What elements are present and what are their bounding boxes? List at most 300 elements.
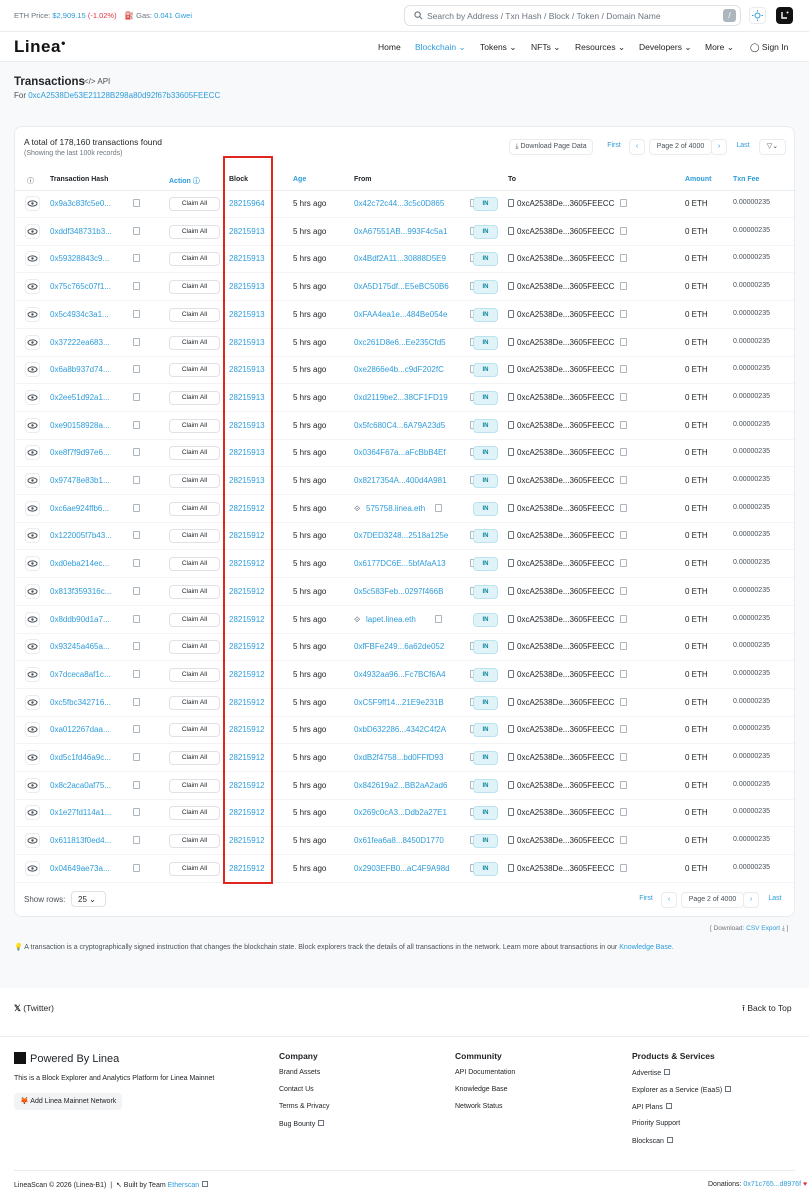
age-text: 5 hrs ago: [293, 448, 327, 458]
direction-badge: IN: [473, 862, 498, 876]
download-page-data-button[interactable]: [509, 139, 593, 155]
eaas-label: Explorer as a Service (EaaS): [632, 1087, 723, 1094]
tx-hash-link[interactable]: 0x122005f7b43...: [50, 531, 112, 541]
copy-icon[interactable]: [133, 476, 140, 484]
col-action[interactable]: [169, 176, 200, 186]
claim-all-button[interactable]: Claim All: [169, 308, 220, 322]
contract-icon: [508, 448, 514, 456]
copy-icon[interactable]: [620, 781, 627, 789]
tx-hash-link[interactable]: 0x97478e83b1...: [50, 476, 110, 485]
footer-advertise[interactable]: [632, 1069, 670, 1077]
copy-icon[interactable]: [620, 836, 627, 844]
claim-all-button[interactable]: Claim All: [169, 834, 220, 848]
copy-icon[interactable]: [620, 587, 627, 595]
block-link[interactable]: 28215913: [229, 365, 265, 375]
claim-all-button[interactable]: Claim All: [169, 723, 220, 737]
preview-button[interactable]: [25, 584, 40, 599]
amount-text: 0 ETH: [685, 697, 708, 707]
preview-button[interactable]: [25, 307, 40, 322]
tx-hash-link[interactable]: 0x9a3c83fc5e0...: [50, 199, 111, 208]
amount-text: 0 ETH: [685, 531, 708, 541]
copy-icon[interactable]: [133, 864, 140, 872]
donation-address-link[interactable]: 0x71c765...d8976f: [743, 1181, 802, 1188]
tx-hash-link[interactable]: 0x813f359316c...: [50, 586, 112, 596]
preview-button[interactable]: [25, 612, 40, 627]
logo-text: Linea: [14, 37, 61, 56]
claim-all-button[interactable]: Claim All: [169, 280, 220, 294]
block-link[interactable]: 28215912: [229, 780, 265, 790]
api-label: API: [97, 77, 111, 86]
prev-page-button[interactable]: [629, 139, 645, 155]
external-link-icon: [202, 1181, 208, 1187]
block-link[interactable]: 28215964: [229, 199, 265, 208]
preview-button[interactable]: [25, 362, 40, 377]
preview-button[interactable]: [25, 833, 40, 848]
from-address-link[interactable]: lapet.linea.eth: [366, 614, 416, 624]
copy-icon[interactable]: [620, 698, 627, 706]
for-label: For: [14, 91, 26, 100]
nav-home[interactable]: Home: [378, 42, 401, 52]
copy-icon[interactable]: [620, 393, 627, 401]
eye-icon: [26, 751, 39, 764]
page-title: Transactions: [14, 76, 85, 88]
sign-in-link[interactable]: [750, 42, 788, 53]
footer-contact-us[interactable]: Contact Us: [279, 1086, 314, 1093]
footer-terms[interactable]: Terms & Privacy: [279, 1103, 330, 1110]
table-row: [15, 689, 796, 717]
direction-badge: IN: [473, 613, 498, 627]
theme-toggle-button[interactable]: [749, 7, 766, 24]
preview-button[interactable]: [25, 335, 40, 350]
copy-icon[interactable]: [620, 282, 627, 290]
preview-button[interactable]: [25, 528, 40, 543]
eye-icon: [26, 585, 39, 598]
from-address-link[interactable]: 0x7DED3248...2518a125e: [354, 531, 449, 541]
add-network-button[interactable]: [14, 1093, 122, 1110]
copy-icon[interactable]: [620, 670, 627, 678]
contract-icon: [508, 365, 514, 373]
block-column-highlight: [223, 156, 273, 884]
fee-text: 0.00000235: [733, 309, 770, 317]
col-fee[interactable]: Txn Fee: [733, 176, 760, 183]
claim-all-button[interactable]: Claim All: [169, 751, 220, 765]
tx-hash-link[interactable]: 0x8c2aca0af75...: [50, 780, 111, 790]
from-address-link[interactable]: 0xA67551AB...993F4c5a1: [354, 226, 448, 236]
block-link[interactable]: 28215913: [229, 337, 265, 347]
copy-icon[interactable]: [133, 670, 140, 678]
preview-button[interactable]: [25, 695, 40, 710]
bug-bounty-label: Bug Bounty: [279, 1121, 316, 1128]
age-text: 5 hrs ago: [293, 669, 327, 679]
copy-icon[interactable]: [133, 725, 140, 733]
from-address-link[interactable]: 0x269c0cA3...Ddb2a27E1: [354, 808, 447, 818]
claim-all-button[interactable]: Claim All: [169, 225, 220, 239]
tx-hash-link[interactable]: 0x37222ea683...: [50, 337, 110, 347]
copy-icon[interactable]: [133, 698, 140, 706]
footer-divider: [0, 1036, 809, 1037]
copy-icon[interactable]: [133, 559, 140, 567]
csv-export-link[interactable]: CSV Export: [746, 925, 781, 932]
claim-all-button[interactable]: Claim All: [169, 474, 220, 488]
eth-price[interactable]: $2,909.15: [52, 11, 86, 20]
tx-hash-link[interactable]: 0xc5fbc342716...: [50, 697, 111, 707]
claim-all-button[interactable]: Claim All: [169, 446, 220, 460]
preview-button[interactable]: [25, 473, 40, 488]
preview-button[interactable]: [25, 667, 40, 682]
eye-icon: [26, 419, 39, 432]
bottom-prev-page-button[interactable]: [661, 892, 677, 908]
age-text: 5 hrs ago: [293, 392, 327, 402]
contract-icon: [508, 504, 514, 512]
claim-all-button[interactable]: Claim All: [169, 363, 220, 377]
to-address: 0xcA2538De...3605FEECC: [517, 586, 615, 596]
copy-icon[interactable]: [620, 448, 627, 456]
amount-text: 0 ETH: [685, 448, 708, 458]
bottom-first-page-button[interactable]: First: [633, 892, 659, 908]
copy-icon[interactable]: [620, 642, 627, 650]
to-address: 0xcA2538De...3605FEECC: [517, 614, 615, 624]
age-text: 5 hrs ago: [293, 725, 327, 735]
eye-icon: [26, 363, 39, 376]
age-text: 5 hrs ago: [293, 614, 327, 624]
direction-badge: IN: [473, 308, 498, 322]
tx-hash-link[interactable]: 0xe8f7f9d97e6...: [50, 448, 110, 458]
copy-icon[interactable]: [133, 310, 140, 318]
from-address-link[interactable]: 0xfFBFe249...6a62de052: [354, 642, 445, 652]
tx-hash-link[interactable]: 0x5c4934c3a1...: [50, 309, 109, 319]
preview-button[interactable]: [25, 861, 40, 876]
copy-icon[interactable]: [133, 254, 140, 262]
copy-icon[interactable]: [133, 282, 140, 290]
tx-hash-link[interactable]: 0xa012267daa...: [50, 725, 110, 735]
chevron-down-icon: ⌄: [618, 42, 626, 52]
fee-text: 0.00000235: [733, 420, 770, 428]
copy-icon[interactable]: [133, 587, 140, 595]
block-link[interactable]: 28215912: [229, 753, 265, 762]
nav-resources[interactable]: [575, 42, 625, 53]
twitter-link[interactable]: [14, 1003, 54, 1014]
preview-button[interactable]: [25, 251, 40, 266]
age-text: 5 hrs ago: [293, 309, 327, 319]
fee-text: 0.00000235: [733, 199, 770, 206]
claim-all-button[interactable]: Claim All: [169, 391, 220, 405]
help-icon[interactable]: ⓘ: [27, 178, 34, 185]
tx-hash-link[interactable]: 0x7dceca8af1c...: [50, 669, 111, 679]
tx-hash-link[interactable]: 0xe90158928a...: [50, 420, 110, 430]
direction-badge: IN: [473, 834, 498, 848]
block-link[interactable]: 28215913: [229, 448, 265, 458]
fee-text: 0.00000235: [733, 448, 770, 456]
from-address-link[interactable]: 0x2903EFB0...aC4F9A98d: [354, 863, 450, 873]
network-logo-button[interactable]: [776, 7, 793, 24]
copy-icon[interactable]: [133, 448, 140, 456]
copy-icon[interactable]: [133, 615, 140, 623]
copy-icon[interactable]: [435, 504, 442, 512]
from-address-link[interactable]: 0xFAA4ea1e...484Be054e: [354, 309, 448, 319]
claim-all-button[interactable]: Claim All: [169, 502, 220, 516]
back-to-top-link[interactable]: [742, 1003, 792, 1017]
amount-text: 0 ETH: [685, 586, 708, 596]
block-link[interactable]: 28215913: [229, 420, 265, 430]
copy-icon[interactable]: [133, 504, 140, 512]
amount-text: 0 ETH: [685, 503, 708, 513]
nav-more[interactable]: [705, 42, 734, 53]
address-link[interactable]: 0xcA2538De53E21128B298a80d92f67b33605FEECC: [28, 91, 221, 100]
copy-icon[interactable]: [133, 642, 140, 650]
claim-all-button[interactable]: Claim All: [169, 529, 220, 543]
first-page-button[interactable]: First: [601, 139, 627, 155]
copy-icon[interactable]: [620, 338, 627, 346]
block-link[interactable]: 28215912: [229, 836, 265, 846]
table-row: [15, 412, 796, 440]
preview-button[interactable]: [25, 224, 40, 239]
preview-button[interactable]: [25, 418, 40, 433]
tx-hash-link[interactable]: 0x611813f0ed4...: [50, 836, 112, 846]
age-text: 5 hrs ago: [293, 476, 327, 485]
copy-icon[interactable]: [133, 393, 140, 401]
nav-tokens-label: Tokens: [480, 42, 507, 52]
block-link[interactable]: 28215913: [229, 392, 265, 402]
from-address-link[interactable]: 0xc261D8e6...Ee235Cfd5: [354, 337, 446, 347]
direction-badge: IN: [473, 502, 498, 516]
tx-hash-link[interactable]: 0x8ddb90d1a7...: [50, 614, 110, 624]
amount-text: 0 ETH: [685, 642, 708, 652]
block-link[interactable]: 28215912: [229, 863, 265, 873]
age-text: 5 hrs ago: [293, 254, 327, 264]
tx-hash-link[interactable]: 0xddf348731b3...: [50, 226, 112, 236]
claim-all-button[interactable]: Claim All: [169, 613, 220, 627]
chevron-left-icon: ‹: [635, 143, 639, 150]
tx-hash-link[interactable]: 0xd0eba214ec...: [50, 559, 110, 569]
from-address-link[interactable]: 0xC5F9ff14...21E9e231B: [354, 697, 444, 707]
block-link[interactable]: 28215912: [229, 642, 265, 652]
preview-button[interactable]: [25, 501, 40, 516]
preview-button[interactable]: [25, 639, 40, 654]
tx-hash-link[interactable]: 0x1e27fd114a1...: [50, 808, 112, 818]
block-link[interactable]: 28215913: [229, 309, 265, 319]
etherscan-link[interactable]: Etherscan: [167, 1182, 200, 1189]
copy-icon[interactable]: [435, 615, 442, 623]
gas-icon: ⛽: [124, 11, 135, 20]
claim-all-button[interactable]: Claim All: [169, 197, 220, 211]
from-address-link[interactable]: 0xe2866e4b...c9dF202fC: [354, 365, 444, 375]
from-address-link[interactable]: 0xbD632286...4342C4f2A: [354, 725, 447, 735]
preview-button[interactable]: [25, 390, 40, 405]
copy-icon[interactable]: [620, 808, 627, 816]
gas-value[interactable]: 0.041 Gwei: [154, 11, 193, 20]
from-address-link[interactable]: 0xdB2f4758...bd0FFfD93: [354, 753, 444, 762]
footer-network-status[interactable]: Network Status: [455, 1103, 503, 1110]
block-link[interactable]: 28215912: [229, 808, 265, 818]
eye-icon: [26, 446, 39, 459]
claim-all-button[interactable]: Claim All: [169, 806, 220, 820]
block-link[interactable]: 28215912: [229, 559, 265, 569]
preview-button[interactable]: [25, 279, 40, 294]
copy-icon[interactable]: [620, 310, 627, 318]
copy-icon[interactable]: [133, 199, 140, 207]
claim-all-button[interactable]: Claim All: [169, 640, 220, 654]
from-address-link[interactable]: 0xA5D175df...E5eBC50B6: [354, 282, 449, 292]
linea-logo-icon: [777, 8, 792, 23]
tx-hash-link[interactable]: 0x2ee51d92a1...: [50, 392, 110, 402]
copy-icon[interactable]: [620, 725, 627, 733]
footer-bug-bounty[interactable]: [279, 1120, 324, 1128]
eye-icon: [26, 502, 39, 515]
bottom-last-page-button[interactable]: Last: [763, 892, 787, 908]
copy-icon[interactable]: [620, 559, 627, 567]
preview-button[interactable]: [25, 196, 40, 211]
claim-all-button[interactable]: Claim All: [169, 252, 220, 266]
block-link[interactable]: 28215912: [229, 614, 265, 624]
block-link[interactable]: 28215912: [229, 669, 265, 679]
last-page-button[interactable]: Last: [731, 139, 755, 155]
next-page-button[interactable]: [711, 139, 727, 155]
block-link[interactable]: 28215912: [229, 503, 265, 513]
copy-icon[interactable]: [133, 836, 140, 844]
footer-brand-assets[interactable]: Brand Assets: [279, 1069, 321, 1076]
sun-icon: [750, 8, 765, 23]
footer-eaas[interactable]: [632, 1086, 731, 1094]
from-address-link[interactable]: 575758.linea.eth: [366, 503, 426, 513]
tx-hash-link[interactable]: 0x59328843c9...: [50, 254, 110, 264]
contract-icon: [508, 587, 514, 595]
to-address: 0xcA2538De...3605FEECC: [517, 808, 615, 818]
filter-button[interactable]: [759, 139, 786, 155]
copy-icon[interactable]: [620, 864, 627, 872]
pointer-icon: ↖: [115, 1182, 122, 1189]
age-text: 5 hrs ago: [293, 836, 327, 846]
amount-text: 0 ETH: [685, 309, 708, 319]
copy-icon[interactable]: [620, 476, 627, 484]
block-link[interactable]: 28215913: [229, 282, 265, 292]
nav-blockchain[interactable]: [415, 42, 466, 53]
ens-icon: ⟐: [354, 503, 361, 513]
eye-icon: [26, 557, 39, 570]
fee-text: 0.00000235: [733, 365, 770, 373]
block-link[interactable]: 28215913: [229, 226, 265, 236]
copy-icon[interactable]: [133, 338, 140, 346]
from-address-link[interactable]: 0x6177DC6E...5bfAfaA13: [354, 559, 446, 569]
amount-text: 0 ETH: [685, 392, 708, 402]
from-address-link[interactable]: 0x42c72c44...3c5c0D865: [354, 199, 445, 208]
copy-icon[interactable]: [133, 531, 140, 539]
col-age[interactable]: Age: [293, 176, 307, 183]
block-link[interactable]: 28215913: [229, 476, 265, 485]
copy-icon[interactable]: [620, 531, 627, 539]
copy-icon[interactable]: [620, 615, 627, 623]
from-address-link[interactable]: 0xd2119be2...38CF1FD19: [354, 392, 448, 402]
claim-all-button[interactable]: Claim All: [169, 862, 220, 876]
copy-icon[interactable]: [133, 808, 140, 816]
claim-all-button[interactable]: Claim All: [169, 585, 220, 599]
from-address-link[interactable]: 0x5c583Feb...0297f466B: [354, 586, 444, 596]
nav-nfts[interactable]: [531, 42, 560, 53]
from-address-link[interactable]: 0x4932aa96...Fc7BCf6A4: [354, 669, 446, 679]
preview-button[interactable]: [25, 445, 40, 460]
show-rows-select[interactable]: [71, 891, 106, 907]
donations-label: Donations:: [708, 1181, 742, 1188]
nav-developers[interactable]: [639, 42, 692, 53]
knowledge-base-link[interactable]: Knowledge Base.: [619, 944, 674, 951]
preview-button[interactable]: [25, 750, 40, 765]
block-link[interactable]: 28215912: [229, 697, 265, 707]
from-address-link[interactable]: 0x0364F67a...aFcBbB4Ef: [354, 448, 446, 458]
footer-api-plans[interactable]: [632, 1103, 672, 1111]
copy-icon[interactable]: [133, 365, 140, 373]
copy-icon[interactable]: [133, 227, 140, 235]
copy-icon[interactable]: [133, 781, 140, 789]
tx-hash-link[interactable]: 0xc6ae924ffb6...: [50, 503, 110, 513]
to-address: 0xcA2538De...3605FEECC: [517, 836, 615, 846]
tx-hash-link[interactable]: 0x6a8b937d74...: [50, 365, 110, 375]
from-address-link[interactable]: 0x8217354A...400d4A981: [354, 476, 447, 485]
from-address-link[interactable]: 0x5fc680C4...6A79A23d5: [354, 420, 446, 430]
footer-priority-support[interactable]: Priority Support: [632, 1120, 681, 1127]
to-address: 0xcA2538De...3605FEECC: [517, 863, 615, 873]
block-link[interactable]: 28215912: [229, 586, 265, 596]
api-link[interactable]: [84, 77, 110, 86]
claim-all-button[interactable]: Claim All: [169, 419, 220, 433]
block-link[interactable]: 28215912: [229, 531, 265, 541]
age-text: 5 hrs ago: [293, 337, 327, 347]
copy-icon[interactable]: [620, 421, 627, 429]
fee-text: 0.00000235: [733, 503, 770, 511]
col-amount[interactable]: Amount: [685, 176, 712, 183]
tx-hash-link[interactable]: 0x93245a465a...: [50, 642, 110, 652]
from-address-link[interactable]: 0x61fea6a8...8450D1770: [354, 836, 444, 846]
copy-icon[interactable]: [620, 254, 627, 262]
claim-all-button[interactable]: Claim All: [169, 668, 220, 682]
preview-button[interactable]: [25, 778, 40, 793]
direction-badge: IN: [473, 751, 498, 765]
tx-hash-link[interactable]: 0x04649ae73a...: [50, 863, 110, 873]
footer-knowledge-base[interactable]: Knowledge Base: [455, 1086, 508, 1093]
contract-icon: [508, 698, 514, 706]
footer-api-docs[interactable]: API Documentation: [455, 1069, 516, 1076]
preview-button[interactable]: [25, 805, 40, 820]
nav-tokens[interactable]: [480, 42, 516, 53]
copy-icon[interactable]: [133, 421, 140, 429]
site-logo[interactable]: [14, 37, 66, 57]
block-link[interactable]: 28215913: [229, 254, 265, 264]
copy-icon[interactable]: [133, 753, 140, 761]
amount-text: 0 ETH: [685, 282, 708, 292]
copy-icon[interactable]: [620, 753, 627, 761]
copy-icon[interactable]: [620, 199, 627, 207]
preview-button[interactable]: [25, 556, 40, 571]
fee-text: 0.00000235: [733, 642, 770, 650]
copy-icon[interactable]: [620, 227, 627, 235]
search-input[interactable]: [404, 5, 741, 26]
footer-blockscan[interactable]: [632, 1137, 673, 1145]
block-link[interactable]: 28215912: [229, 725, 265, 735]
copy-icon[interactable]: [620, 504, 627, 512]
preview-button[interactable]: [25, 722, 40, 737]
claim-all-button[interactable]: Claim All: [169, 696, 220, 710]
claim-all-button[interactable]: Claim All: [169, 557, 220, 571]
from-address-link[interactable]: 0x842619a2...BB2aA2ad6: [354, 780, 448, 790]
claim-all-button[interactable]: Claim All: [169, 779, 220, 793]
tx-hash-link[interactable]: 0xd5c1fd46a9c...: [50, 753, 111, 762]
table-row: [15, 495, 796, 523]
copy-icon[interactable]: [620, 365, 627, 373]
from-address-link[interactable]: 0x4Bdf2A11...30888D5E9: [354, 254, 446, 264]
metamask-icon: 🦊: [20, 1098, 29, 1105]
contract-icon: [508, 836, 514, 844]
claim-all-button[interactable]: Claim All: [169, 336, 220, 350]
tx-hash-link[interactable]: 0x75c765c07f1...: [50, 282, 111, 292]
bottom-next-page-button[interactable]: [743, 892, 759, 908]
